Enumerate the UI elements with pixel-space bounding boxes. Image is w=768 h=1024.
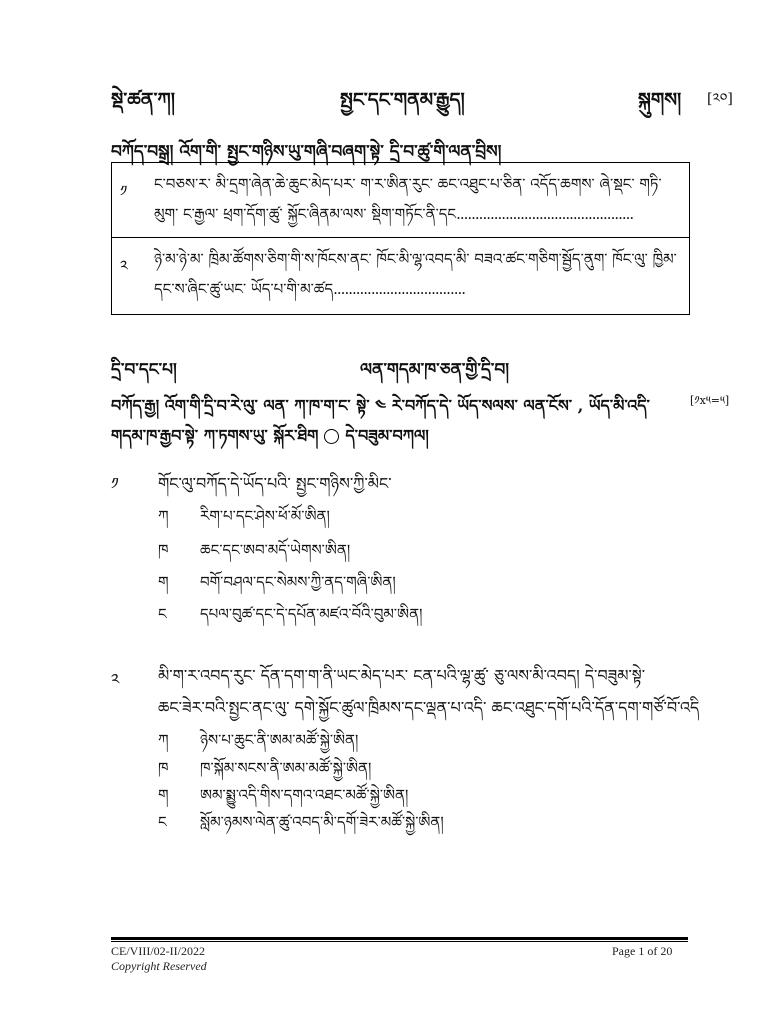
marks-value: [༢༠] (707, 91, 733, 107)
section-b-instruction-line2: གདམ་ཁ་རྒྱབ་སྟེ་ ཀ་ཏགས་ཡུ་ སྐོར་ཐིག དེ་བཟུམ་བཀལ། (111, 426, 429, 445)
option-letter: ག (158, 786, 169, 804)
passage-bullet: ༡ (120, 182, 128, 200)
passage-line: ཉེ་མ་ཉེ་མ་ ཁྲིམ་ཚོགས་ཅིག་གི་ས་ཁོངས་ནང་ ཁོང་མི་ལྷ་འབད་མི་ བཟའ་ཚང་གཅིག་སྦྱོད་ནུག་ ཁོང་ལུ་ ཁྱིམ་ (154, 250, 677, 268)
circle-icon (324, 429, 339, 444)
option-text[interactable]: སློམ་ཉམས་ལེན་ཚུ་འབད་མི་དགོ་ཟེར་མཚོ་སྐྱེ་ཨིན། (200, 813, 444, 831)
question-stem: གོང་ལུ་བཀོད་དེ་ཡོད་པའི་ སྤྱང་གཉིས་ཀྱི་མིང་ (158, 474, 392, 493)
option-letter: ཀ (158, 731, 169, 749)
marks-label: སྐུགས། (638, 89, 682, 111)
section-a-instruction: བཀོད་བསྒྲ། འོག་གི་ སྤྱང་གཉིས་ཡུ་གཞི་བཞག་སྟེ་ དྲི་བ་ཚུ་གི་ལན་བྲིས། (111, 142, 502, 162)
option-text[interactable]: དཔལ་བུཚ་དང་དེ་དཔོན་མཛའ་བོའི་བུམ་ཨིན། (200, 605, 423, 623)
option-letter: ཀ (158, 507, 169, 525)
option-text[interactable]: བགོ་བཤལ་དང་སེམས་ཀྱི་ནད་གཞི་ཨིན། (200, 573, 396, 591)
footer-rule (111, 941, 688, 942)
section-b-marks: [༡x༥=༥] (690, 394, 730, 407)
option-text[interactable]: ཆང་དང་ཨབ་མདོ་ཡེགས་ཨིན། (200, 541, 351, 559)
passage-item (112, 237, 689, 314)
fill-in-dots: ................................... (333, 280, 466, 298)
passage-item (112, 163, 689, 237)
footer-rule (111, 937, 688, 940)
option-text[interactable]: ཁ་སྐོམ་སངས་ནི་ཨམ་མཚོ་སྐྱེ་ཨིན། (200, 759, 372, 777)
option-letter: ག (158, 573, 169, 591)
option-letter: ང (158, 813, 167, 831)
question-number: ༡ (111, 474, 119, 493)
page-number: Page 1 of 20 (612, 944, 673, 958)
passage-bullet: ༢ (120, 257, 128, 275)
paper-code: CE/VIII/02-II/2022 (111, 944, 205, 958)
question-stem: ཆང་ཟེར་བའི་སྤྱང་ནང་ལུ་ དགེ་སྐྱོང་ཚུལ་ཁྲིམས་དང་ལྡན་པ་འདི་ ཆང་འཐུང་དགོ་པའི་དོན་དག་གཙོ་བོ་འདི (158, 698, 700, 717)
section-b-label: དྲི་བ་དང་པ། (111, 360, 177, 380)
question-stem: མི་ག་ར་འབད་རུང་ དོན་དག་ག་ནི་ཡང་མེད་པར་ ངན་པའི་ལྷ་ཚུ་ ཅུ་ལས་མི་འབད། དེ་བཟུམ་སྟེ་ (158, 666, 646, 685)
copyright-note: Copyright Reserved (111, 959, 207, 973)
option-text[interactable]: ཨམ་སྨྱུ་འདི་གིས་དགའ་འཐང་མཚོ་སྐྱེ་ཨིན། (200, 786, 409, 804)
option-text[interactable]: རིག་པ་དང་ཤེས་ཕོ་མོ་ཨིན། (200, 507, 330, 525)
option-letter: ཁ (158, 541, 169, 559)
subject-title: སྤྱང་དང་གནམ་རྒྱུད། (340, 89, 465, 111)
section-b-instruction-line1: བཀོད་རྒྱ། འོག་གི་དྲི་བ་རེ་ལུ་ ལན་ ཀ་ཁ་ག་ང་ སྟེ་ ༤ རེ་བཀོད་དེ་ ཡོད་སལས་ ལན་ངོས་ , ཡོད་མི་འདི་ (111, 396, 650, 415)
passage-line: མུག་ ང་རྒྱལ་ ཕྲག་དོག་ཚུ་ སྐྱོང་ཞིནམ་ལས་ སྡིག་གཏོང་ནི་དང............................................... (154, 205, 634, 223)
passage-line: དང་ས་ཞིང་ཚུ་ཡང་ ཡོད་པ་གི་མ་ཚད................................... (154, 280, 466, 298)
question-number: ༢ (111, 670, 120, 689)
option-letter: ཁ (158, 759, 169, 777)
option-text[interactable]: ཉེས་པ་ཆུང་ནི་ཨམ་མཚོ་སྐྱེ་ཨིན། (200, 731, 359, 749)
section-label: སྡེ་ཚན་ཀ། (111, 89, 176, 111)
passage-line: ང་བཅས་ར་ མི་དྲག་ཞེན་ཆེ་ཆུང་མེད་པར་ ག་ར་ཨིན་རུང་ ཆང་འཐུང་པ་ཅིན་ འདོད་ཆགས་ ཞེ་སྡང་ གཏི་ (154, 175, 662, 193)
option-letter: ང (158, 605, 167, 623)
fill-in-dots: ............................................... (456, 205, 634, 223)
passage-box (111, 162, 690, 315)
section-b-title: ལན་གདམ་ཁ་ཅན་གྱི་དྲི་བ། (360, 360, 510, 380)
